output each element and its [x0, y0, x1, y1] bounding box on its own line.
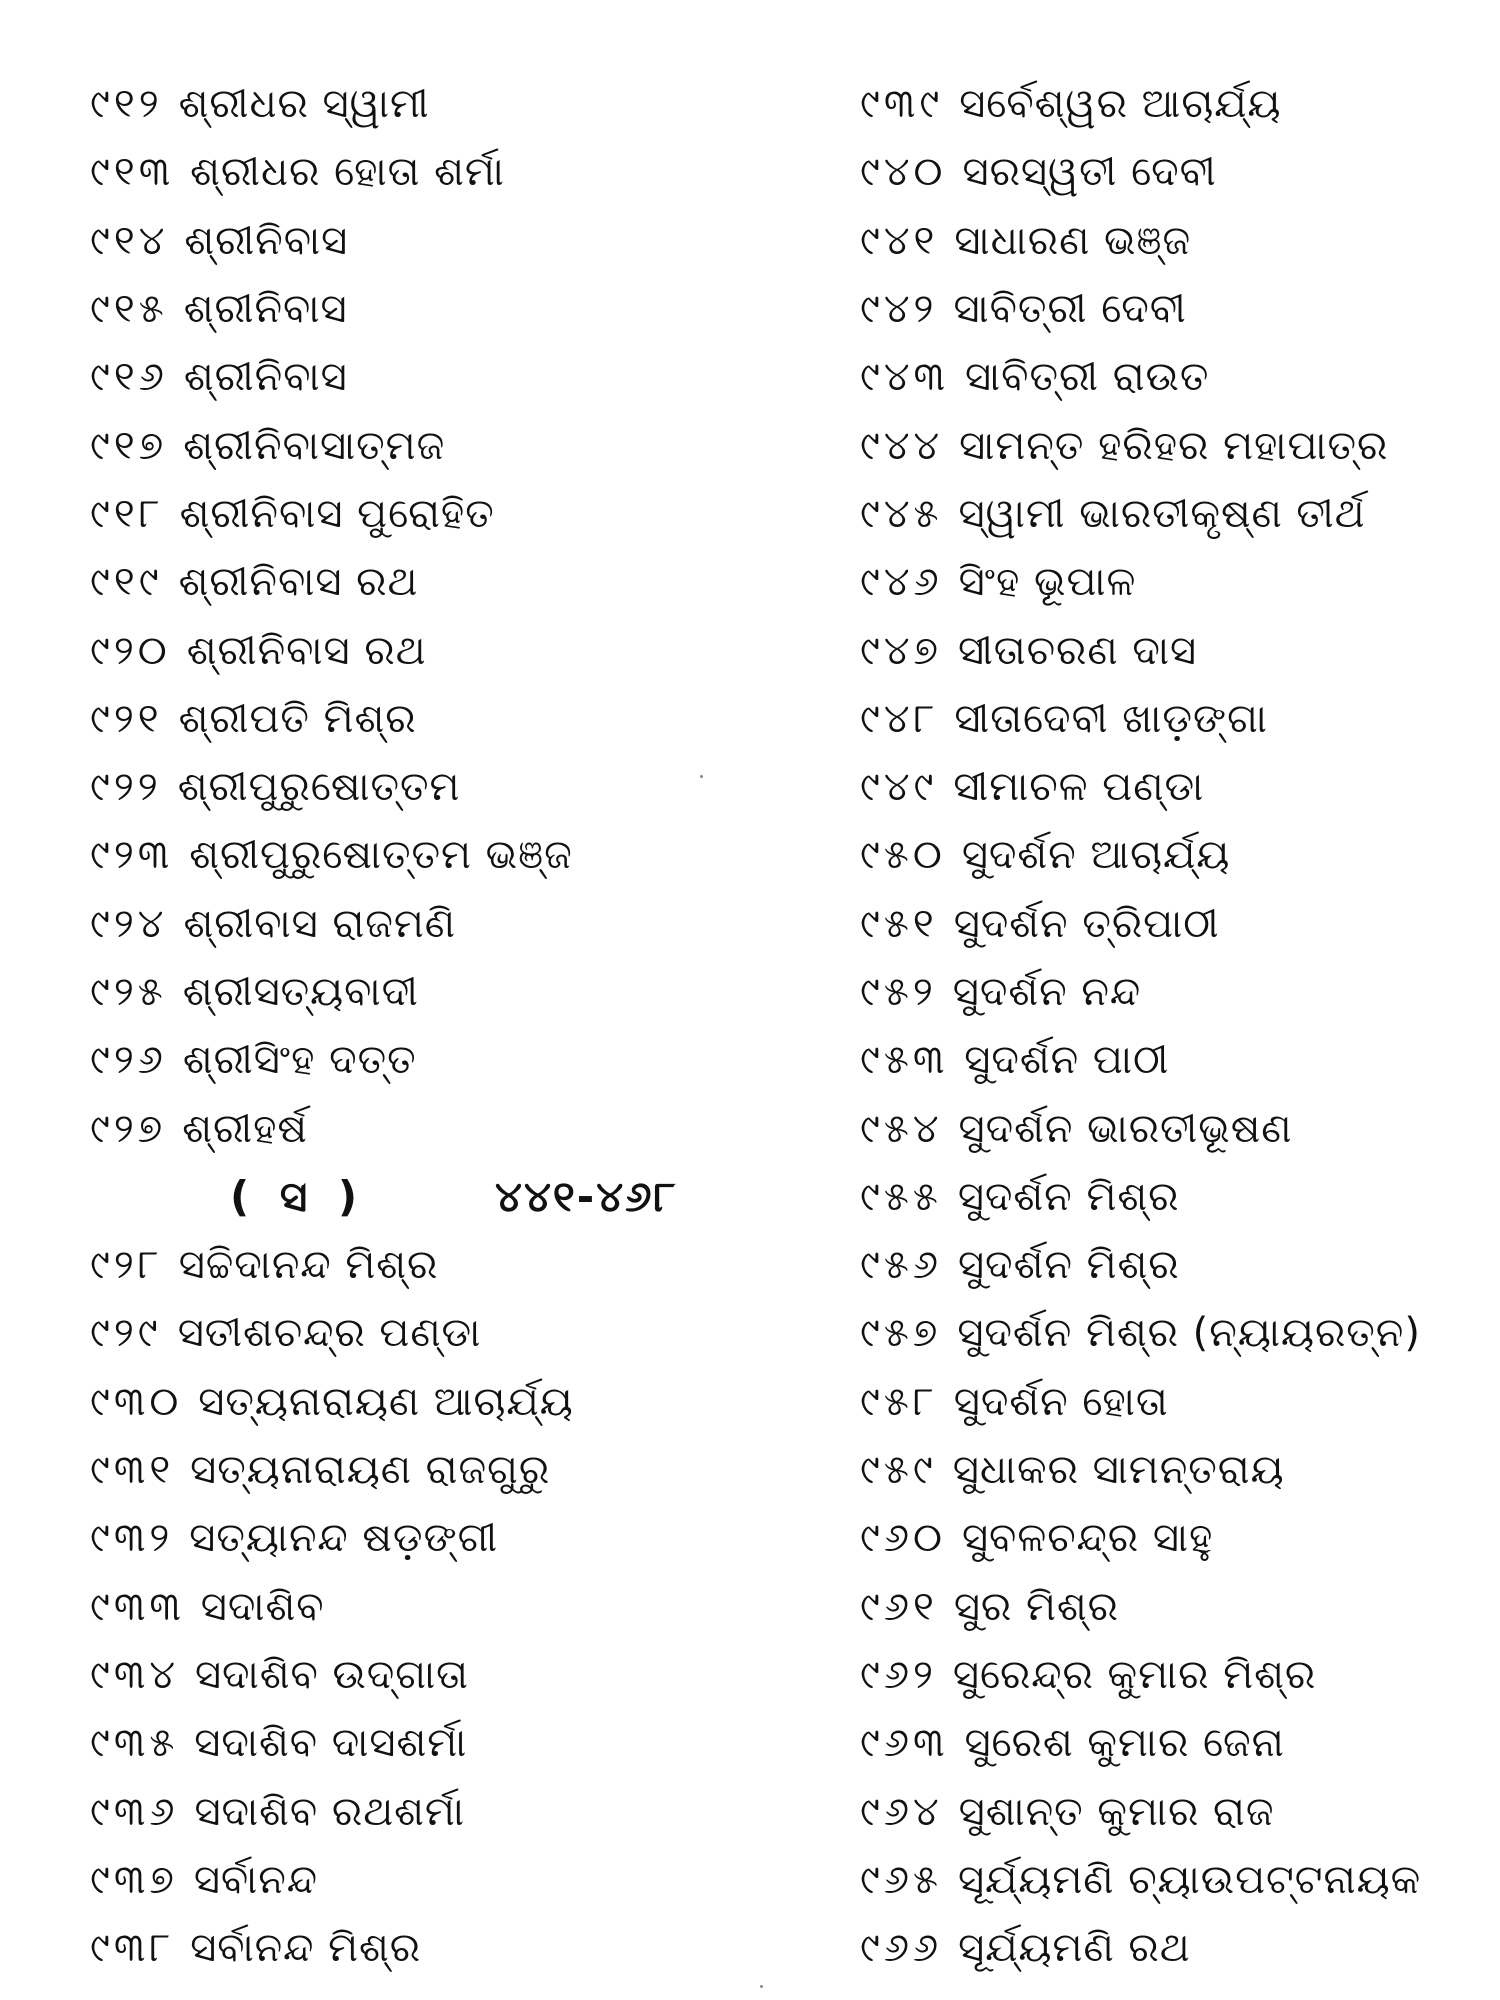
- entry-number: ୯୩୦: [90, 1378, 183, 1425]
- entry-number: ୯୫୨: [860, 969, 937, 1015]
- entry-number: ୯୫୧: [860, 900, 938, 947]
- entry-number: ୯୬୪: [860, 1788, 943, 1835]
- index-entry: [90, 70, 770, 138]
- index-entry: [860, 616, 1480, 684]
- entry-number: ୯୫୪: [860, 1105, 943, 1152]
- index-entry: [860, 1368, 1480, 1436]
- entry-name: ଶ୍ରୀନିବାସ ରଥ: [178, 559, 419, 606]
- entry-number: ୯୪୩: [860, 354, 949, 401]
- entry-number: ୯୬୫: [860, 1856, 942, 1903]
- index-entry: [90, 1709, 770, 1777]
- entry-name: ସୁଦର୍ଶନ ମିଶ୍ର: [957, 1242, 1180, 1289]
- entry-name: ଶ୍ରୀନିବାସାତ୍ମଜ: [183, 422, 446, 469]
- entry-number: ୯୧୭: [90, 422, 168, 469]
- entry-number: ୯୩୮: [90, 1925, 175, 1972]
- entry-number: ୯୫୩: [860, 1037, 949, 1084]
- entry-number: ୯୧୬: [90, 354, 168, 401]
- index-entry: [90, 1573, 770, 1641]
- entry-name: ସୂର୍ଯ୍ୟମଣି ଚ୍ୟାଉପଟ୍ଟନାୟକ: [957, 1856, 1422, 1903]
- index-entry: [860, 548, 1480, 616]
- entry-number: ୯୨୪: [90, 900, 168, 947]
- index-entry: [860, 1163, 1480, 1231]
- index-entry: [90, 548, 770, 616]
- index-entry: [90, 275, 770, 343]
- entry-name: ଶ୍ରୀନିବାସ ପୁରୋହିତ: [179, 490, 495, 537]
- entry-name: ସୁବଳଚନ୍ଦ୍ର ସାହୁ: [961, 1515, 1214, 1562]
- index-entry: [90, 685, 770, 753]
- entry-name: ସାବିତ୍ରୀ ରାଉତ: [964, 354, 1210, 401]
- entry-name: ଶ୍ରୀନିବାସ ରଥ: [186, 627, 427, 674]
- entry-number: ୯୩୪: [90, 1651, 179, 1698]
- entry-name: ଶ୍ରୀବାସ ରାଜମଣି: [183, 900, 457, 947]
- entry-number: ୯୨୮: [90, 1242, 163, 1289]
- entry-number: ୯୫୮: [860, 1378, 938, 1425]
- entry-name: ସୁଦର୍ଶନ ତ୍ରିପାଠୀ: [953, 900, 1220, 947]
- index-entry: [90, 1436, 770, 1504]
- entry-name: ଶ୍ରୀପୁରୁଷୋତ୍ତମ ଭଞ୍ଜ: [189, 832, 573, 879]
- entry-name: ସୀମାଚଳ ପଣ୍ଡା: [953, 764, 1205, 811]
- index-entry: [90, 1299, 770, 1367]
- entry-number: ୯୬୧: [860, 1583, 938, 1630]
- index-entry: [860, 343, 1480, 411]
- entry-number: ୯୨୨: [90, 764, 162, 811]
- entry-number: ୯୫୭: [860, 1310, 942, 1357]
- entry-number: ୯୪୧: [860, 217, 939, 264]
- index-entry: [860, 685, 1480, 753]
- index-entry: [90, 138, 770, 206]
- entry-name: ସର୍ବେଶ୍ୱର ଆଚାର୍ଯ୍ୟ: [959, 81, 1282, 128]
- entry-name: ସୁଦର୍ଶନ ମିଶ୍ର (ନ୍ୟାୟରତ୍ନ): [957, 1310, 1421, 1357]
- index-entry: [90, 1231, 770, 1299]
- entry-number: ୯୪୦: [860, 149, 947, 196]
- index-entry: [90, 1641, 770, 1709]
- index-entry: [860, 1299, 1480, 1367]
- entry-name: ସାମନ୍ତ ହରିହର ମହାପାତ୍ର: [959, 422, 1389, 469]
- entry-number: ୯୫୫: [860, 1173, 942, 1220]
- entry-number: ୯୧୮: [90, 490, 164, 537]
- index-entry: [90, 753, 770, 821]
- entry-number: ୯୫୬: [860, 1242, 942, 1289]
- entry-name: ସତ୍ୟନାରାୟଣ ରାଜଗୁରୁ: [190, 1447, 551, 1494]
- entry-name: ସୁରେଶ କୁମାର ଜେନା: [964, 1720, 1285, 1767]
- entry-name: ସୂର୍ଯ୍ୟମଣି ରଥ: [958, 1925, 1191, 1972]
- entry-number: ୯୧୫: [90, 286, 168, 333]
- index-entry: [90, 1914, 770, 1982]
- entry-name: ସୁରେନ୍ଦ୍ର କୁମାର ମିଶ୍ର: [952, 1651, 1317, 1698]
- entry-number: ୯୪୬: [860, 559, 943, 606]
- index-entry: [90, 1026, 770, 1094]
- entry-number: ୯୩୧: [90, 1447, 175, 1494]
- index-entry: [90, 958, 770, 1026]
- left-entry-list-continued: [90, 1231, 770, 1982]
- index-entry: [90, 411, 770, 479]
- index-entry: [860, 70, 1480, 138]
- index-entry: [90, 890, 770, 958]
- entry-name: ସର୍ବାନନ୍ଦ ମିଶ୍ର: [190, 1925, 422, 1972]
- entry-number: ୯୨୬: [90, 1037, 167, 1084]
- entry-name: ସୁଦର୍ଶନ ଆଚାର୍ଯ୍ୟ: [961, 832, 1231, 879]
- entry-number: ୯୫୦: [860, 832, 946, 879]
- entry-number: ୯୪୭: [860, 627, 942, 674]
- entry-number: ୯୨୦: [90, 627, 171, 674]
- index-entry: [860, 1709, 1480, 1777]
- index-entry: [860, 1026, 1480, 1094]
- index-entry: [860, 821, 1480, 889]
- entry-name: ସରସ୍ୱତୀ ଦେବୀ: [962, 149, 1217, 196]
- entry-number: ୯୨୧: [90, 695, 163, 742]
- index-entry: [860, 480, 1480, 548]
- entry-number: ୯୧୩: [90, 149, 175, 196]
- index-entry: [860, 138, 1480, 206]
- index-entry: [90, 616, 770, 684]
- entry-number: ୯୧୪: [90, 217, 169, 264]
- index-entry: [860, 1231, 1480, 1299]
- right-column: [860, 70, 1480, 1982]
- entry-name: ସଦାଶିବ ଦାସଶର୍ମା: [194, 1720, 468, 1767]
- entry-name: ସତୀଶଚନ୍ଦ୍ର ପଣ୍ଡା: [177, 1310, 482, 1357]
- entry-number: ୯୬୩: [860, 1720, 949, 1767]
- entry-name: ସଦାଶିବ ଉଦ୍‌ଗାତା: [194, 1651, 469, 1698]
- entry-name: ସର୍ବାନନ୍ଦ: [193, 1856, 319, 1903]
- index-entry: [860, 1641, 1480, 1709]
- entry-name: ସୁର ମିଶ୍ର: [953, 1583, 1119, 1630]
- entry-number: ୯୩୬: [90, 1788, 179, 1835]
- section-heading: [90, 1163, 770, 1231]
- index-entry: [90, 1368, 770, 1436]
- entry-name: ସୀତାଦେବୀ ଖାଡ଼ଙ୍ଗା: [954, 695, 1268, 742]
- entry-name: ଶ୍ରୀନିବାସ: [184, 217, 349, 264]
- entry-name: ସତ୍ୟାନନ୍ଦ ଷଡ଼ଙ୍ଗୀ: [189, 1515, 499, 1562]
- entry-number: ୯୬୦: [860, 1515, 946, 1562]
- index-entry: [860, 275, 1480, 343]
- index-entry: [90, 1094, 770, 1162]
- entry-number: ୯୩୯: [860, 81, 944, 128]
- entry-name: ସୁଶାନ୍ତ କୁମାର ରାଜ: [958, 1788, 1275, 1835]
- index-entry: [90, 1846, 770, 1914]
- index-entry: [860, 207, 1480, 275]
- entry-number: ୯୨୯: [90, 1310, 162, 1357]
- entry-name: ସତ୍ୟନାରାୟଣ ଆଚାର୍ଯ୍ୟ: [198, 1378, 574, 1425]
- entry-number: ୯୩୨: [90, 1515, 174, 1562]
- entry-name: ସୁଦର୍ଶନ ଭାରତୀଭୂଷଣ: [958, 1105, 1293, 1152]
- index-entry: [860, 958, 1480, 1026]
- index-entry: [860, 1573, 1480, 1641]
- entry-name: ସାବିତ୍ରୀ ଦେବୀ: [953, 286, 1187, 333]
- entry-name: ଶ୍ରୀଧର ସ୍ୱାମୀ: [178, 81, 430, 128]
- index-entry: [860, 890, 1480, 958]
- left-entry-list: [90, 70, 770, 1163]
- index-entry: [860, 753, 1480, 821]
- entry-name: ସଦାଶିବ ରଥଶର୍ମା: [194, 1788, 465, 1835]
- entry-number: ୯୪୮: [860, 695, 939, 742]
- entry-name: ଶ୍ରୀପୁରୁଷୋତ୍ତମ: [177, 764, 461, 811]
- index-entry: [860, 1777, 1480, 1845]
- entry-name: ଶ୍ରୀସିଂହ ଦତ୍ତ: [182, 1037, 417, 1084]
- entry-name: ଶ୍ରୀନିବାସ: [183, 286, 348, 333]
- left-column: [90, 70, 770, 1982]
- entry-name: ଶ୍ରୀନିବାସ: [183, 354, 348, 401]
- entry-name: ଶ୍ରୀପତି ମିଶ୍ର: [178, 695, 417, 742]
- entry-name: ସ୍ୱାମୀ ଭାରତୀକୃଷ୍ଣ ତୀର୍ଥ: [958, 490, 1366, 537]
- section-range: ୪୪୧-୪୬୮: [495, 1171, 678, 1221]
- paper-speck: [760, 1985, 763, 1988]
- entry-name: ସଚ୍ଚିଦାନନ୍ଦ ମିଶ୍ର: [178, 1242, 439, 1289]
- index-entry: [860, 411, 1480, 479]
- index-entry: [90, 343, 770, 411]
- entry-number: ୯୬୨: [860, 1651, 937, 1698]
- entry-name: ଶ୍ରୀଧର ହୋତା ଶର୍ମା: [190, 149, 505, 196]
- entry-name: ଶ୍ରୀହର୍ଷ: [182, 1105, 308, 1152]
- entry-name: ସୁଦର୍ଶନ ନନ୍ଦ: [952, 969, 1142, 1015]
- entry-name: ସୁଦର୍ଶନ ମିଶ୍ର: [957, 1173, 1180, 1220]
- right-entry-list: [860, 70, 1480, 1982]
- entry-name: ସୁଧାକର ସାମନ୍ତରାୟ: [952, 1447, 1285, 1494]
- entry-number: ୯୬୬: [860, 1925, 943, 1972]
- entry-number: ୯୫୯: [860, 1447, 937, 1494]
- index-entry: [860, 1914, 1480, 1982]
- index-entry: [860, 1504, 1480, 1572]
- entry-number: ୯୪୫: [860, 490, 943, 537]
- entry-number: ୯୧୨: [90, 81, 163, 128]
- entry-number: ୯୨୭: [90, 1105, 167, 1152]
- entry-name: ସାଧାରଣ ଭଞ୍ଜ: [954, 217, 1192, 264]
- entry-number: ୯୪୯: [860, 764, 938, 811]
- entry-name: ଶ୍ରୀସତ୍ୟବାଦୀ: [182, 969, 419, 1015]
- index-entry: [860, 1846, 1480, 1914]
- entry-number: ୯୪୨: [860, 286, 938, 333]
- index-entry: [90, 1777, 770, 1845]
- index-entry: [90, 1504, 770, 1572]
- entry-number: ୯୩୭: [90, 1856, 178, 1903]
- index-entry: [90, 821, 770, 889]
- index-entry: [90, 207, 770, 275]
- entry-number: ୯୧୯: [90, 559, 163, 606]
- entry-name: ସିଂହ ଭୂପାଳ: [958, 559, 1137, 606]
- entry-name: ସଦାଶିବ: [200, 1583, 325, 1630]
- entry-number: ୯୪୪: [860, 422, 944, 469]
- entry-name: ସୁଦର୍ଶନ ପାଠୀ: [964, 1037, 1170, 1084]
- section-label: ( ସ ): [230, 1171, 366, 1221]
- index-entry: [860, 1436, 1480, 1504]
- entry-number: ୯୨୫: [90, 969, 167, 1015]
- entry-number: ୯୨୩: [90, 832, 174, 879]
- entry-name: ସୀତାଚରଣ ଦାସ: [958, 627, 1198, 674]
- paper-speck: [700, 775, 703, 778]
- entry-name: ସୁଦର୍ଶନ ହୋତା: [953, 1378, 1169, 1425]
- entry-number: ୯୩୫: [90, 1720, 179, 1767]
- index-entry: [90, 480, 770, 548]
- entry-number: ୯୩୩: [90, 1583, 185, 1630]
- index-entry: [860, 1094, 1480, 1162]
